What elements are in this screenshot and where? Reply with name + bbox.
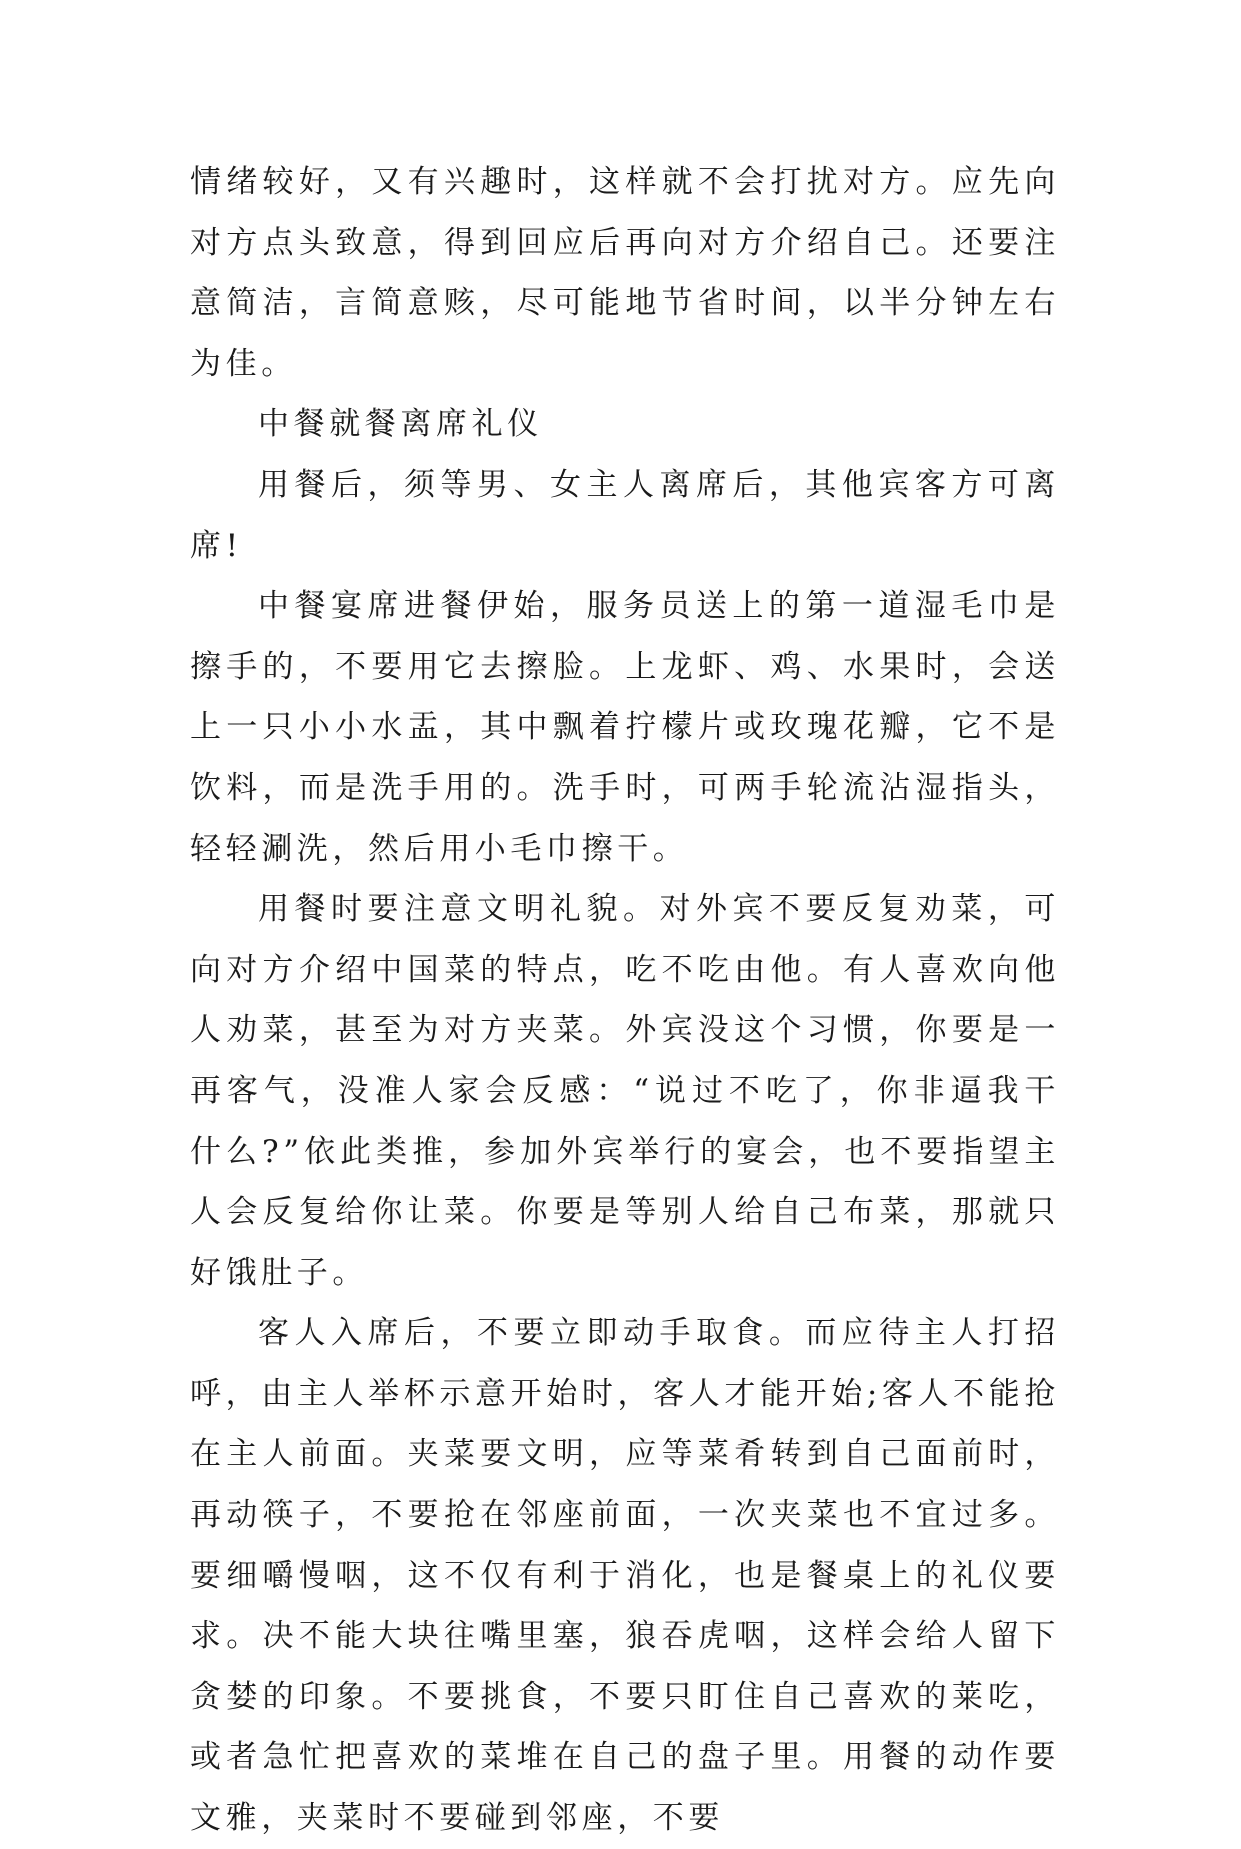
paragraph-intro-continuation: 情绪较好，又有兴趣时，这样就不会打扰对方。应先向对方点头致意，得到回应后再向对方介绍自己。还要注意简洁，言简意赅，尽可能地节省时间，以半分钟左右为佳。 (190, 164, 1060, 382)
paragraph-civility: 用餐时要注意文明礼貌。对外宾不要反复劝菜，可向对方介绍中国菜的特点，吃不吃由他。有人喜欢向他人劝菜，甚至为对方夹菜。外宾没这个习惯，你要是一再客气，没准人家会反感：“说过不吃了，你非逼我干什么?”依此类推，参加外宾举行的宴会，也不要指望主人会反复给你让菜。你要是等别人给自己布菜，那就只好饿肚子。 (190, 891, 1060, 1291)
paragraph-leaving-table: 用餐后，须等男、女主人离席后，其他宾客方可离席! (190, 466, 1060, 564)
document-page (190, 152, 1060, 1849)
paragraph-hand-towel: 中餐宴席进餐伊始，服务员送上的第一道湿毛巾是擦手的，不要用它去擦脸。上龙虾、鸡、水果时，会送上一只小小水盂，其中飘着拧檬片或玫瑰花瓣，它不是饮料，而是洗手用的。洗手时，可两手轮流沾湿指头，轻轻涮洗，然后用小毛巾擦干。 (190, 588, 1060, 867)
section-heading: 中餐就餐离席礼仪 (258, 406, 543, 443)
paragraph-table-manners: 客人入席后，不要立即动手取食。而应待主人打招呼，由主人举杯示意开始时，客人才能开始;客人不能抢在主人前面。夹菜要文明，应等菜肴转到自己面前时，再动筷子，不要抢在邻座前面，一次夹菜也不宜过多。要细嚼慢咽，这不仅有利于消化，也是餐桌上的礼仪要求。决不能大块往嘴里塞，狼吞虎咽，这样会给人留下贪婪的印象。不要挑食，不要只盯住自己喜欢的莱吃，或者急忙把喜欢的菜堆在自己的盘子里。用餐的动作要文雅，夹菜时不要碰到邻座，不要 (190, 1315, 1060, 1837)
